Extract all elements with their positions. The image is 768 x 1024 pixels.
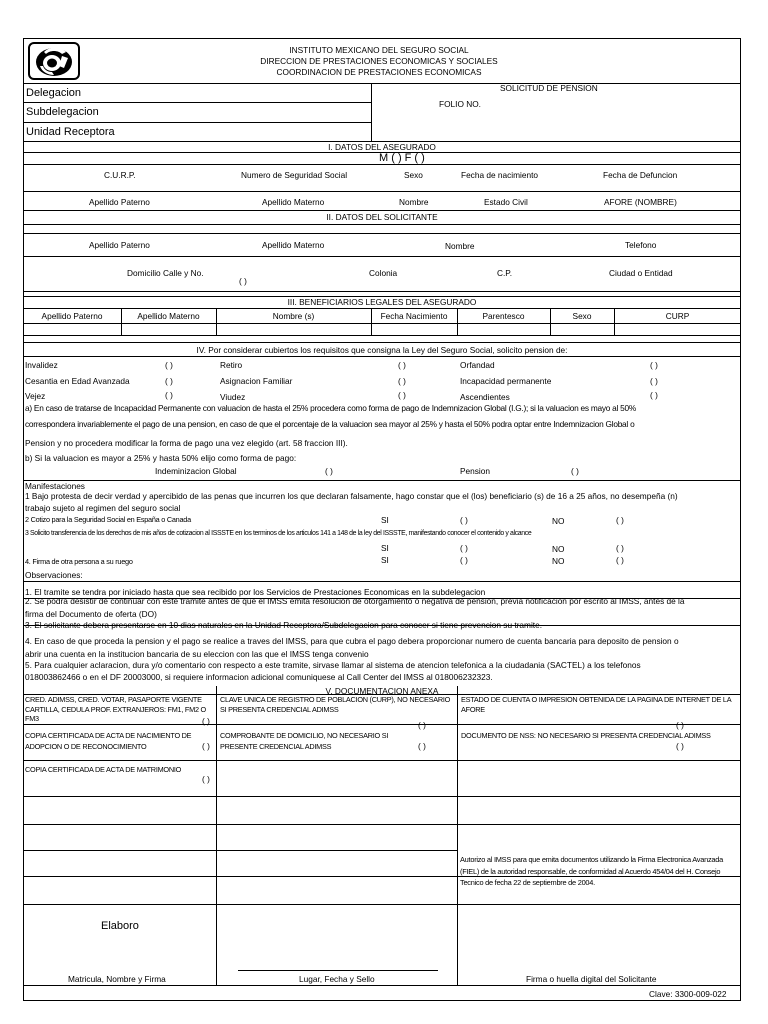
nombre-label: Nombre [399,197,429,207]
retiro-label: Retiro [220,360,243,370]
note-a-line-2: correspondera invariablemente el pago de una pension, en caso de que el porcentaje de la valuacion sea mayor al 25% y hasta el 50% podra optar entre Indemnizacion Global o [25,419,635,429]
observaciones-title: Observaciones: [25,570,83,580]
apellido-paterno-label: Apellido Paterno [89,197,150,207]
vejez-check[interactable]: ( ) [165,390,173,400]
obs-2b: firma del Documento de oferta (DO) [25,609,157,619]
invalidez-label: Invalidez [25,360,58,370]
telefono-label: Telefono [625,240,657,250]
sol-apellido-materno-label: Apellido Materno [262,240,325,250]
obs-1: 1. El tramite se tendra por iniciado hasta que sea recibido por los Servicios de Prestaciones Economicas en la subdelegacion [25,587,486,597]
estado-civil-label: Estado Civil [484,197,528,207]
pension-check[interactable]: ( ) [571,466,579,476]
obs-4: 4. En caso de que proceda la pension y el pago se realice a traves del IMSS, para que cubra el pago debera proporcionar numero de cuenta bancaria para deposito de pension o [25,636,679,646]
sol-apellido-paterno-label: Apellido Paterno [89,240,150,250]
doc-acta-matrimonio-check[interactable]: ( ) [202,774,210,784]
manif-4-no-check[interactable]: ( ) [616,555,624,565]
note-a-line-1: a) En caso de tratarse de Incapacidad Permanente con valuacion de hasta el 25% procedera como forma de pago de Indemnizacion Global (I.G.); si la valuacion es mayo al 50% [25,403,637,413]
viudez-label: Viudez [220,392,246,402]
invalidez-check[interactable]: ( ) [165,360,173,370]
obs-5: 5. Para cualquier aclaracion, dura y/o comentario con respecto a este tramite, sirvase llamar al sistema de atencion telefonica a la ciudadania (SACTEL) a los telefonos [25,660,641,670]
matricula-label: Matricula, Nombre y Firma [68,974,166,984]
section-3-title: III. BENEFICIARIOS LEGALES DEL ASEGURADO [287,297,477,307]
colonia-label: Colonia [369,268,398,278]
doc-acta-nacimiento: COPIA CERTIFICADA DE ACTA DE NACIMIENTO DE ADOPCION O DE RECONOCIMIENTO [25,731,192,751]
incapacidad-check[interactable]: ( ) [650,376,658,386]
sexo-label: Sexo [404,170,423,180]
viudez-check[interactable]: ( ) [398,390,406,400]
manif-4: 4. Firma de otra persona a su ruego [25,557,133,566]
domicilio-paren[interactable]: ( ) [239,276,247,286]
doc-acta-nacimiento-check[interactable]: ( ) [202,741,210,751]
manif-4-no: NO [552,556,565,566]
asignacion-label: Asignacion Familiar [220,376,293,386]
doc-acta-matrimonio: COPIA CERTIFICADA DE ACTA DE MATRIMONIO [25,765,182,774]
fecha-defuncion-label: Fecha de Defuncion [603,170,678,180]
incapacidad-label: Incapacidad permanente [460,376,552,386]
doc-estado-cuenta-check[interactable]: ( ) [676,720,684,730]
ascendientes-label: Ascendientes [460,392,510,402]
doc-curp-check[interactable]: ( ) [418,720,426,730]
apellido-materno-label: Apellido Materno [262,197,325,207]
ig-label: Indeminizacion Global [155,466,237,476]
solicitud-title: SOLICITUD DE PENSION [500,83,598,93]
obs-4b: abrir una cuenta en la institucion bancaria de su eleccion con las que el IMSS tenga convenio [25,649,369,659]
note-b: b) Si la valuacion es mayor a 25% y hasta 50% elijo como forma de pago: [25,453,297,463]
doc-comprobante-domicilio: COMPROBANTE DE DOMICILIO, NO NECESARIO SI PRESENTE CREDENCIAL ADIMSS [220,731,389,751]
manif-3-no: NO [552,544,565,554]
sexo-options[interactable]: M ( ) F ( ) [379,152,425,164]
manif-2-no: NO [552,516,565,526]
ben-col-fecha: Fecha Nacimiento [380,311,448,321]
ben-col-parentesco: Parentesco [482,311,525,321]
header-line-2: DIRECCION DE PRESTACIONES ECONOMICAS Y SOCIALES [260,56,498,66]
note-a-line-3: Pension y no procedera modificar la forma de pago una vez elegido (art. 58 fraccion III). [25,438,348,448]
doc-nss: DOCUMENTO DE NSS: NO NECESARIO SI PRESENTA CREDENCIAL ADIMSS [461,731,711,740]
ciudad-label: Ciudad o Entidad [609,268,673,278]
ben-col-curp: CURP [665,311,690,321]
manif-2-si-check[interactable]: ( ) [460,515,468,525]
imss-logo [28,42,80,80]
obs-2: 2. Se podra desistir de continuar con este tramite antes de que el IMSS emita resolucion de otorgamiento o negativa de pension, previa notificacion por escrito al IMSS, antes de la [25,596,685,606]
ben-col-nombre: Nombre (s) [272,311,315,321]
asignacion-check[interactable]: ( ) [398,376,406,386]
ben-col-apellido-paterno: Apellido Paterno [41,311,103,321]
elaboro-label: Elaboro [101,920,139,932]
header-line-3: COORDINACION DE PRESTACIONES ECONOMICAS [276,67,482,77]
domicilio-label: Domicilio Calle y No. [127,268,204,278]
manif-2-si: SI [381,515,389,525]
header-line-1: INSTITUTO MEXICANO DEL SEGURO SOCIAL [289,45,469,55]
doc-curp: CLAVE UNICA DE REGISTRO DE POBLACION (CURP), NO NECESARIO SI PRESENTA CREDENCIAL ADIMSS [220,695,451,714]
curp-label: C.U.R.P. [104,170,136,180]
cp-label: C.P. [497,268,513,278]
unidad-receptora-label: Unidad Receptora [26,126,115,138]
manif-3: 3 Solicito transferencia de los derechos de mis años de cotizacion al ISSSTE en los terminos de los articulos 141 a 148 de la ley del ISSSTE, manifestando conocer el contenido y alcance [25,530,532,537]
manif-3-si-check[interactable]: ( ) [460,543,468,553]
ben-col-apellido-materno: Apellido Materno [137,311,200,321]
folio-label: FOLIO NO. [439,99,481,109]
manif-2: 2 Cotizo para la Seguridad Social en España o Canada [25,515,191,524]
nss-label: Numero de Seguridad Social [241,170,348,180]
orfandad-label: Orfandad [460,360,495,370]
manif-4-si: SI [381,555,389,565]
pension-request-form [23,38,741,1001]
manifestaciones-title: Manifestaciones [25,481,85,491]
sol-nombre-label: Nombre [445,241,475,251]
doc-nss-check[interactable]: ( ) [676,741,684,751]
cesantia-label: Cesantia en Edad Avanzada [25,376,130,386]
doc-comprobante-check[interactable]: ( ) [418,741,426,751]
afore-label: AFORE (NOMBRE) [604,197,677,207]
ascendientes-check[interactable]: ( ) [650,390,658,400]
ben-col-sexo: Sexo [572,311,592,321]
firma-solicitante-label: Firma o huella digital del Solicitante [526,974,657,984]
manif-4-si-check[interactable]: ( ) [460,555,468,565]
manif-3-si: SI [381,543,389,553]
vejez-label: Vejez [25,391,46,401]
fecha-nacimiento-label: Fecha de nacimiento [461,170,539,180]
ig-check[interactable]: ( ) [325,466,333,476]
obs-3: 3. El solicitante debera presentarse en 10 dias naturales en la Unidad Receptora/Subdelegacion para conocer si tiene prevencion su tramite. [25,620,543,630]
section-4-title: IV. Por considerar cubiertos los requisitos que consigna la Ley del Seguro Social, solicito pension de: [196,345,568,355]
subdelegacion-label: Subdelegacion [26,106,99,118]
orfandad-check[interactable]: ( ) [650,360,658,370]
cesantia-check[interactable]: ( ) [165,376,173,386]
fiel-authorization: Autorizo al IMSS para que emita documentos utilizando la Firma Electronica Avanzada (FIEL) de la autoridad responsable, de conformidad al Acuerdo 454/04 del H. Consejo Tecnico de fecha 22 de septiembre de 2004. [460,855,723,887]
doc-identificacion: CRED. ADIMSS, CRED. VOTAR, PASAPORTE VIGENTE CARTILLA, CEDULA PROF. EXTRANJEROS: FM1, FM2 O FM3 [25,695,206,723]
delegacion-label: Delegacion [26,87,82,99]
manif-1: 1 Bajo protesta de decir verdad y apercibido de las penas que incurren los que declaran falsamente, hago constar que el (los) beneficiario (s) de 16 a 25 años, no desempeña (n) [25,491,678,501]
section-5-title: V. DOCUMENTACION ANEXA [325,686,439,696]
doc-identificacion-check[interactable]: ( ) [202,716,210,726]
section-1-title: I. DATOS DEL ASEGURADO [328,142,436,152]
retiro-check[interactable]: ( ) [398,360,406,370]
section-2-title: II. DATOS DEL SOLICITANTE [326,212,438,222]
lugar-fecha-label: Lugar, Fecha y Sello [299,974,375,984]
obs-5b: 018003862466 o en el DF 20003000, si requiere informacion adicional comuniquese al Call Center del IMSS al 018006232323. [25,672,493,682]
doc-estado-cuenta: ESTADO DE CUENTA O IMPRESION OBTENIDA DE LA PAGINA DE INTERNET DE LA AFORE [461,695,731,714]
form-code: Clave: 3300-009-022 [649,989,727,999]
manif-1b: trabajo sujeto al regimen del seguro social [25,503,181,513]
manif-2-no-check[interactable]: ( ) [616,515,624,525]
pension-label: Pension [460,466,490,476]
manif-3-no-check[interactable]: ( ) [616,543,624,553]
